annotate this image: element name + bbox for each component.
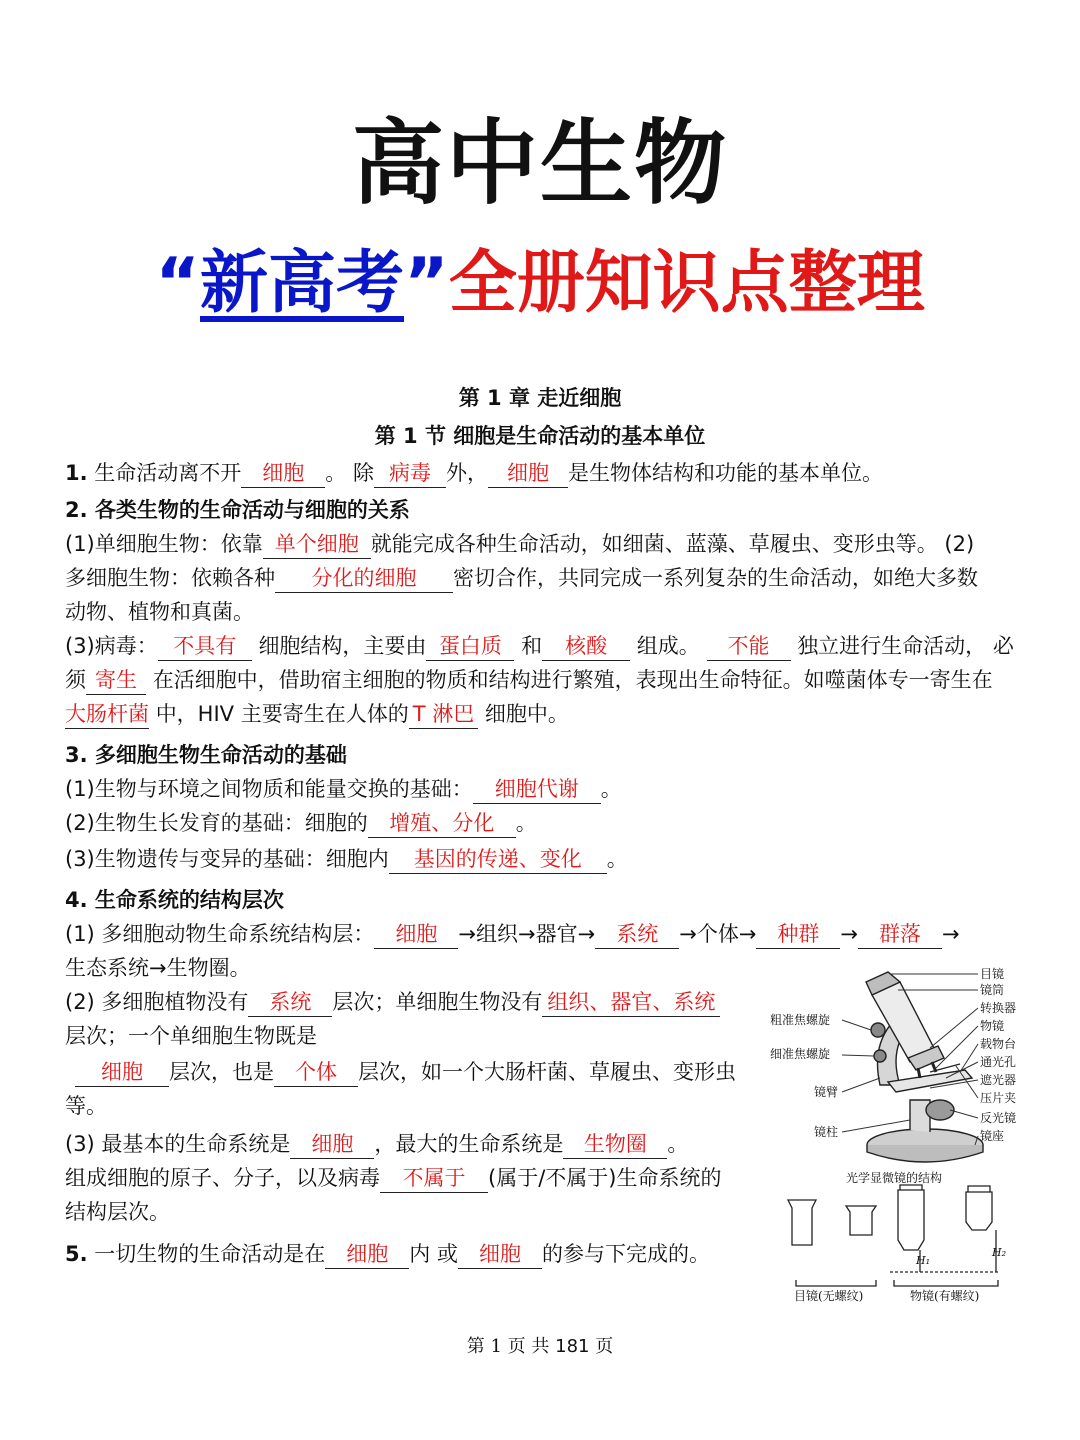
answer-blank: T 淋巴 [409,701,479,729]
label-eyepiece: 目镜 [980,967,1005,981]
answer-blank: 生物圈 [563,1131,667,1159]
answer-blank: 大肠杆菌 [65,701,149,729]
text-line: 大肠杆菌 中，HIV 主要寄生在人体的 T 淋巴 细胞中。 [65,697,1025,731]
text-line: 结构层次。 [65,1200,170,1224]
text-line: 层次；一个单细胞生物既是 [65,1024,317,1048]
subtitle-main: 全册知识点整理 [448,244,925,323]
answer-blank: 系统 [248,989,332,1017]
text-line: (2)生物生长发育的基础：细胞的 增殖、分化 。 [65,806,1025,840]
label-fine-focus: 细准焦螺旋 [770,1047,831,1061]
text-line: (1)单细胞生物：依靠 单个细胞 就能完成各种生命活动，如细菌、蓝藻、草履虫、变形虫等。 (2) [65,527,1025,561]
answer-blank: 细胞 [325,1241,409,1269]
text-line: 组成细胞的原子、分子，以及病毒 不属于 (属于/不属于)生命系统的 [65,1161,1025,1195]
text-line: (3)病毒： 不具有 细胞结构，主要由 蛋白质 和 核酸 组成。 不能 独立进行生命活动， 必 [65,629,1025,663]
section-heading: 第 1 节 细胞是生命活动的基本单位 [374,424,706,448]
microscope-drawing [866,972,983,1162]
label-nosepiece: 转换器 [980,1001,1017,1015]
label-pillar: 镜柱 [814,1125,839,1139]
caption-objective: 物镜(有螺纹) [910,1289,980,1303]
answer-blank: 组织、器官、系统 [542,989,720,1017]
answer-blank: 增殖、分化 [368,810,516,838]
text-line: 多细胞生物：依赖各种 分化的细胞 密切合作，共同完成一系列复杂的生命活动，如绝大多数 [65,561,1025,595]
text-line: (3)生物遗传与变异的基础：细胞内 基因的传递、变化 。 [65,842,1025,876]
answer-blank: 不属于 [380,1165,488,1193]
point-heading: 4. 生命系统的结构层次 [65,888,284,912]
text-line: 细胞 层次，也是 个体 层次，如一个大肠杆菌、草履虫、变形虫 [65,1055,1025,1089]
answer-blank: 细胞 [75,1059,169,1087]
chapter-heading: 第 1 章 走近细胞 [458,386,622,410]
answer-blank: 细胞 [290,1131,374,1159]
label-objective: 物镜 [980,1019,1005,1033]
label-arm: 镜臂 [814,1085,839,1099]
answer-blank: 不能 [707,633,791,661]
text-line: (3) 最基本的生命系统是 细胞 ，最大的生命系统是 生物圈 。 [65,1127,1025,1161]
label-h1: H₁ [916,1254,931,1267]
answer-blank: 基因的传递、变化 [389,846,607,874]
answer-blank: 病毒 [374,460,446,488]
point-5: 5. 一切生物的生命活动是在 细胞 内 或 细胞 的参与下完成的。 [65,1237,1025,1271]
microscope-figure [760,960,1040,1310]
quote-open: “ [155,244,200,323]
answer-blank: 蛋白质 [426,633,514,661]
label-aperture: 通光孔 [980,1055,1017,1069]
point-heading: 2. 各类生物的生命活动与细胞的关系 [65,498,410,522]
label-mirror: 反光镜 [980,1111,1017,1125]
label-diaphragm: 遮光器 [980,1073,1017,1087]
answer-blank: 群落 [858,921,942,949]
figure-caption: 光学显微镜的结构 [846,1171,943,1185]
lens-diagram [788,1185,1000,1286]
answer-blank: 系统 [595,921,679,949]
point-1: 1. 生命活动离不开 细胞 。 除 病毒 外， 细胞 是生物体结构和功能的基本单位。 [65,456,1025,490]
label-clip: 压片夹 [980,1091,1017,1105]
text-line: 生态系统→生物圈。 [65,956,251,980]
answer-blank: 细胞 [241,460,325,488]
page-title: 高中生物 [351,110,728,217]
point-3 [65,738,1025,876]
answer-blank: 单个细胞 [263,531,371,559]
text-line: (1)生物与环境之间物质和能量交换的基础： 细胞代谢 。 [65,772,1025,806]
text-line: (1) 多细胞动物生命系统结构层： 细胞 →组织→器官→ 系统 →个体→ 种群 → 群落 → [65,917,1025,951]
answer-blank: 细胞 [458,1241,542,1269]
label-tube: 镜筒 [980,983,1005,997]
answer-blank: 不具有 [158,633,252,661]
text-line: 等。 [65,1094,107,1118]
answer-blank: 细胞代谢 [473,776,601,804]
text-line: 动物、植物和真菌。 [65,600,254,624]
quote-close: ” [404,244,449,323]
label-base: 镜座 [980,1129,1005,1143]
label-stage: 载物台 [980,1037,1017,1051]
answer-blank: 细胞 [488,460,568,488]
caption-eyepiece: 目镜(无螺纹) [794,1289,864,1303]
label-h2: H₂ [992,1246,1007,1259]
text-line: (2) 多细胞植物没有 系统 层次；单细胞生物没有 组织、器官、系统 [65,985,1025,1019]
answer-blank: 分化的细胞 [275,565,453,593]
page-subtitle [0,244,1080,323]
text-line: 须 寄生 在活细胞中，借助宿主细胞的物质和结构进行繁殖，表现出生命特征。如噬菌体专一寄生在 [65,663,1025,697]
answer-blank: 寄生 [86,667,146,695]
answer-blank: 核酸 [542,633,630,661]
label-coarse-focus: 粗准焦螺旋 [770,1013,831,1027]
answer-blank: 种群 [756,921,840,949]
subtitle-highlight: 新高考 [199,244,404,323]
point-2 [65,493,1025,731]
point-heading: 3. 多细胞生物生命活动的基础 [65,743,347,767]
answer-blank: 细胞 [374,921,458,949]
page-footer: 第 1 页 共 181 页 [466,1336,614,1357]
answer-blank: 个体 [274,1059,358,1087]
